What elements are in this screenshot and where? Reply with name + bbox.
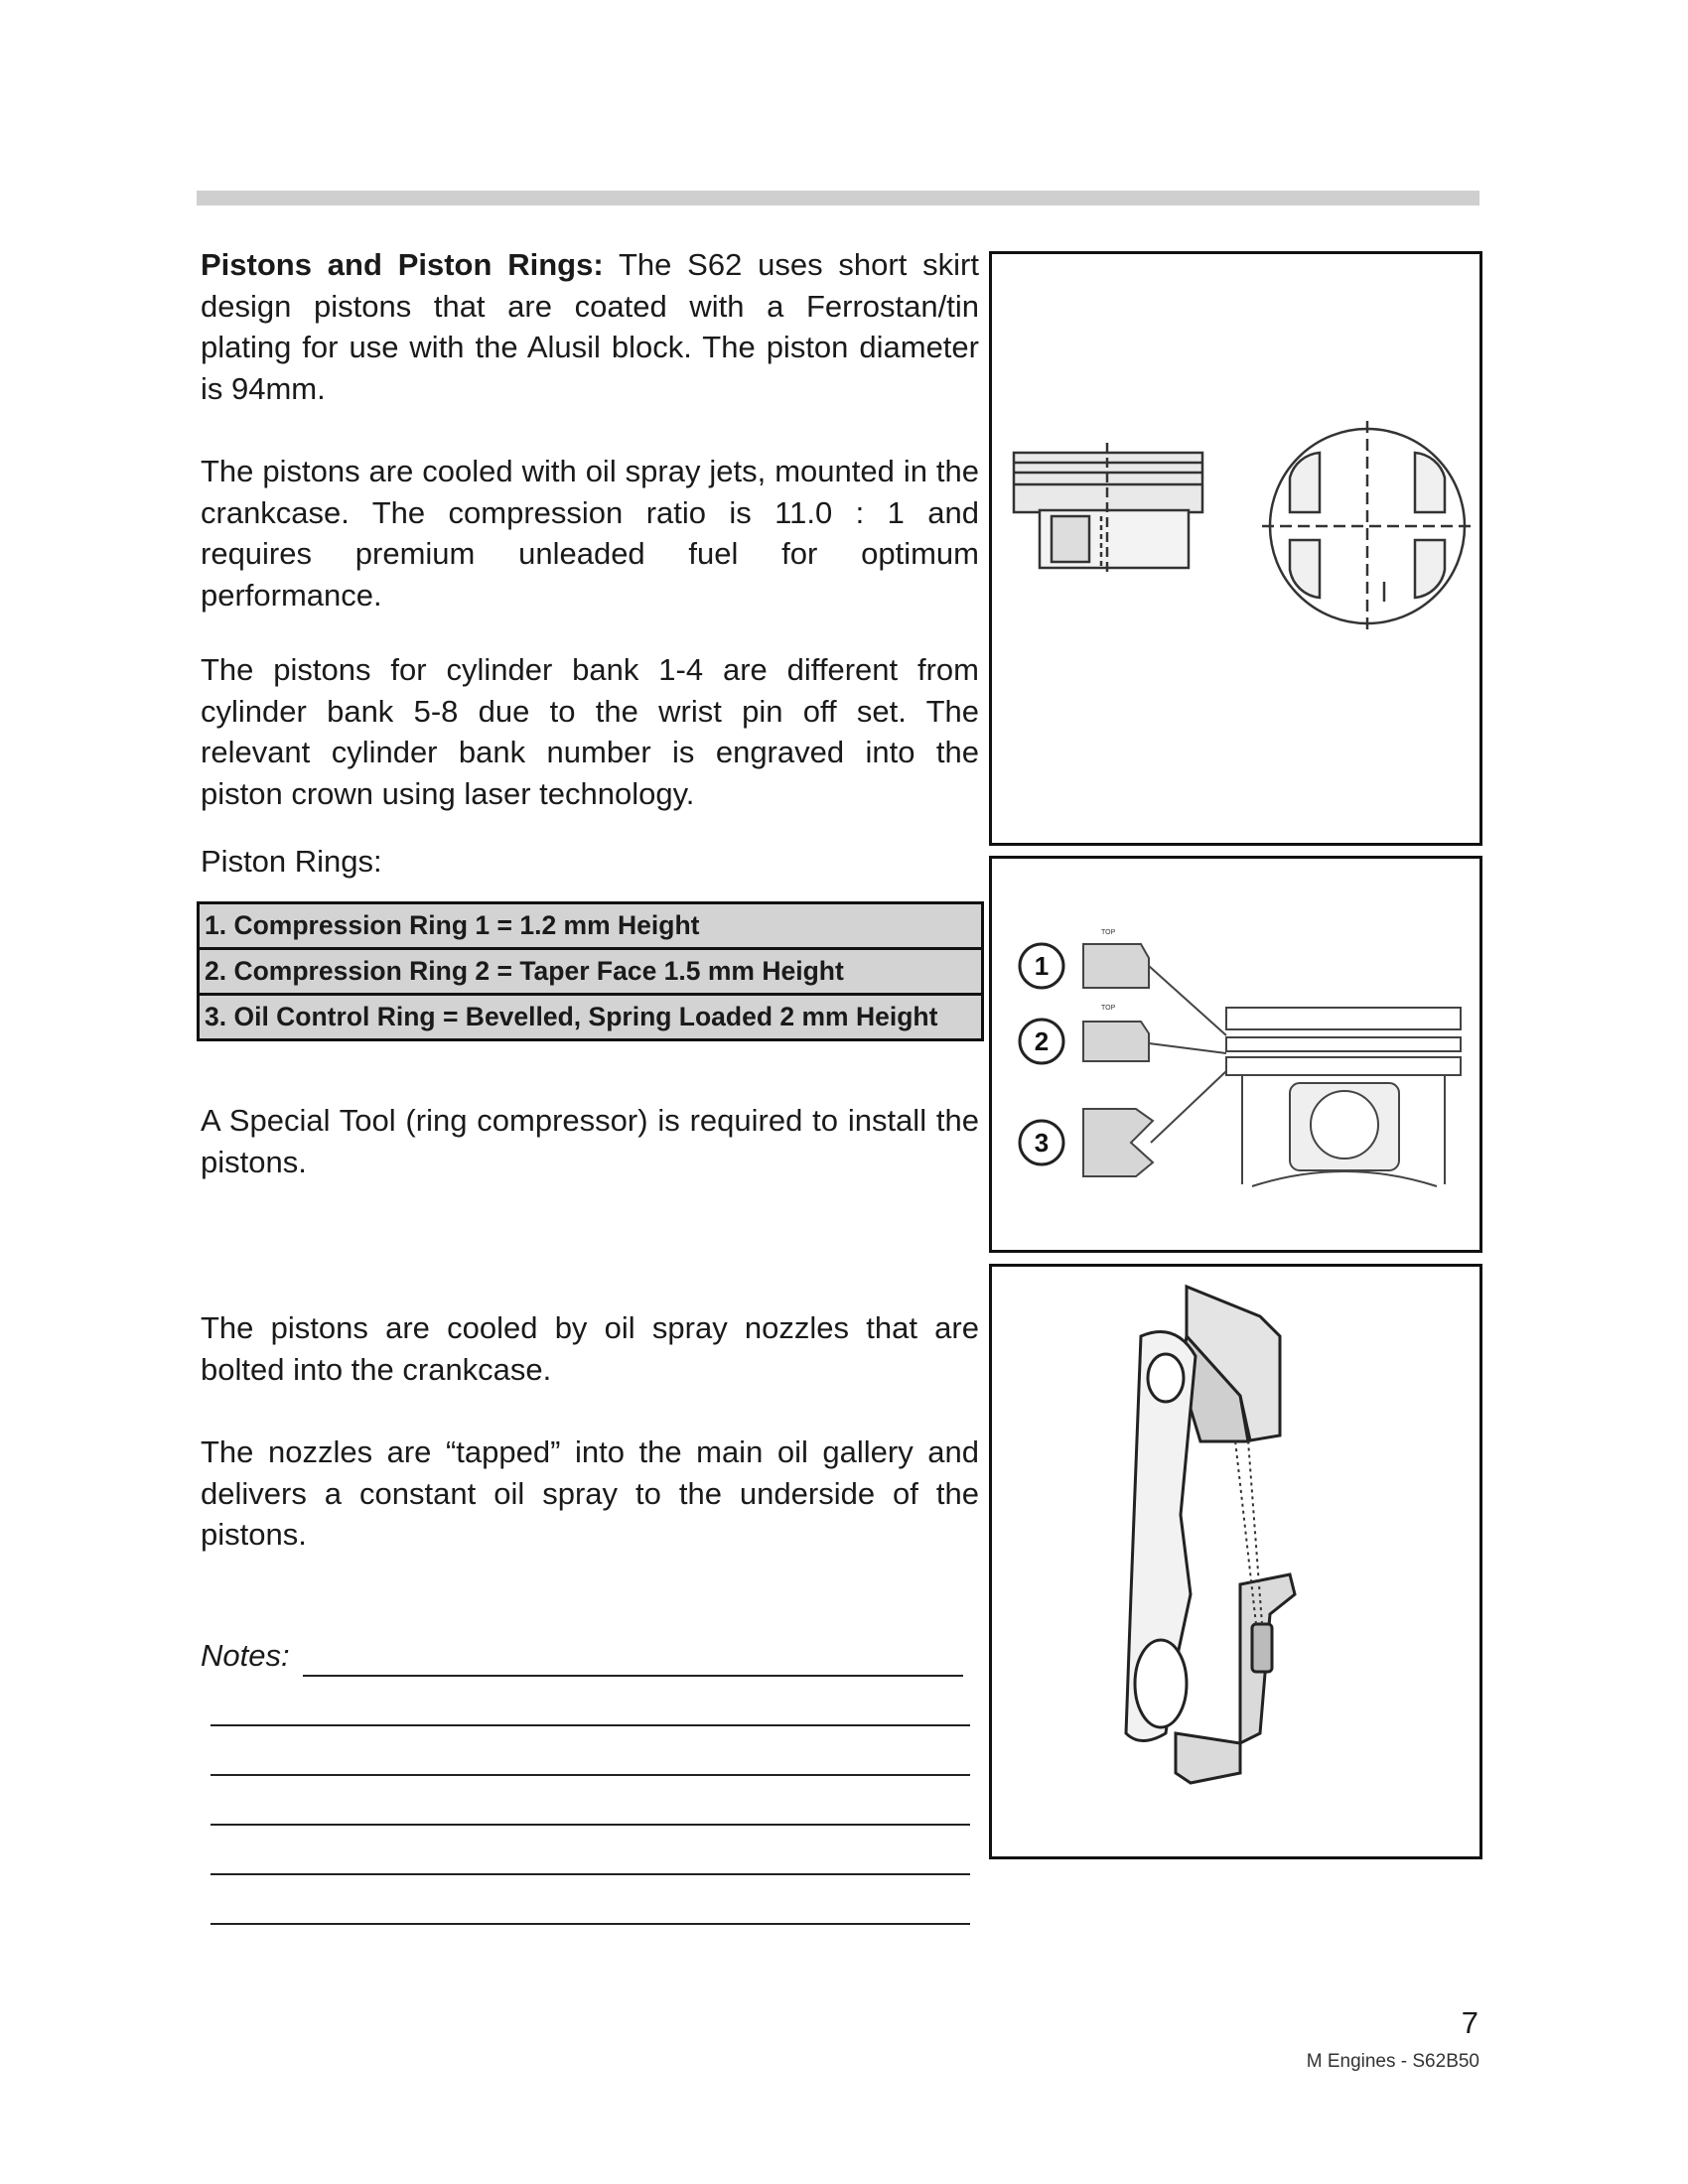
notes-line [211,1824,970,1826]
rings-drawing [992,859,1479,1250]
piston-rings-table [197,901,984,1041]
ring-row-1: 1. Compression Ring 1 = 1.2 mm Height [200,904,981,947]
figure-oil-spray-nozzle [989,1264,1482,1859]
document-title: M Engines - S62B50 [1306,2051,1479,2072]
paragraph-oil-nozzles: The pistons are cooled by oil spray nozzles that are bolted into the crankcase. [201,1310,979,1387]
ring-row-3: 3. Oil Control Ring = Bevelled, Spring Loaded 2 mm Height [200,993,981,1038]
intro-text: The S62 uses short skirt design pistons that are coated with a Ferrostan/tin plating for use with the Alusil block. The piston diameter is 94mm. [201,247,979,406]
piston-drawing [992,254,1479,843]
paragraph-nozzle-gallery: The nozzles are “tapped” into the main oil gallery and delivers a constant oil spray to the underside of the pistons. [201,1434,979,1552]
section-pistons [201,244,979,409]
notes-label: Notes: [201,1638,290,1673]
conrod-drawing [992,1267,1479,1856]
callout-2: 2 [1034,1026,1050,1056]
notes-line [211,1923,970,1925]
notes-line [211,1873,970,1875]
notes-line [303,1675,963,1677]
notes-line [211,1724,970,1726]
ring-row-2: 2. Compression Ring 2 = Taper Face 1.5 mm Height [200,947,981,993]
piston-rings-label: Piston Rings: [201,844,382,879]
paragraph-special-tool: A Special Tool (ring compressor) is required to install the pistons. [201,1103,979,1179]
callout-3: 3 [1034,1128,1050,1158]
top-tag: TOP [1101,929,1116,936]
top-rule [197,191,1479,205]
paragraph-intro [201,244,979,409]
paragraph-cooling: The pistons are cooled with oil spray jets, mounted in the crankcase. The compression ratio is 11.0 : 1 and requires premium unleaded fuel for optimum performance. [201,454,979,613]
top-tag: TOP [1101,1005,1116,1012]
callout-1: 1 [1034,951,1050,981]
notes-line [211,1774,970,1776]
page-number: 7 [1461,2005,1478,2040]
figure-piston-rings [989,856,1482,1253]
figure-piston-views [989,251,1482,846]
paragraph-cylinder-bank: The pistons for cylinder bank 1-4 are different from cylinder bank 5-8 due to the wrist pin off set. The relevant cylinder bank number is engraved into the piston crown using laser technology. [201,652,979,811]
section-heading: Pistons and Piston Rings: [201,247,604,282]
